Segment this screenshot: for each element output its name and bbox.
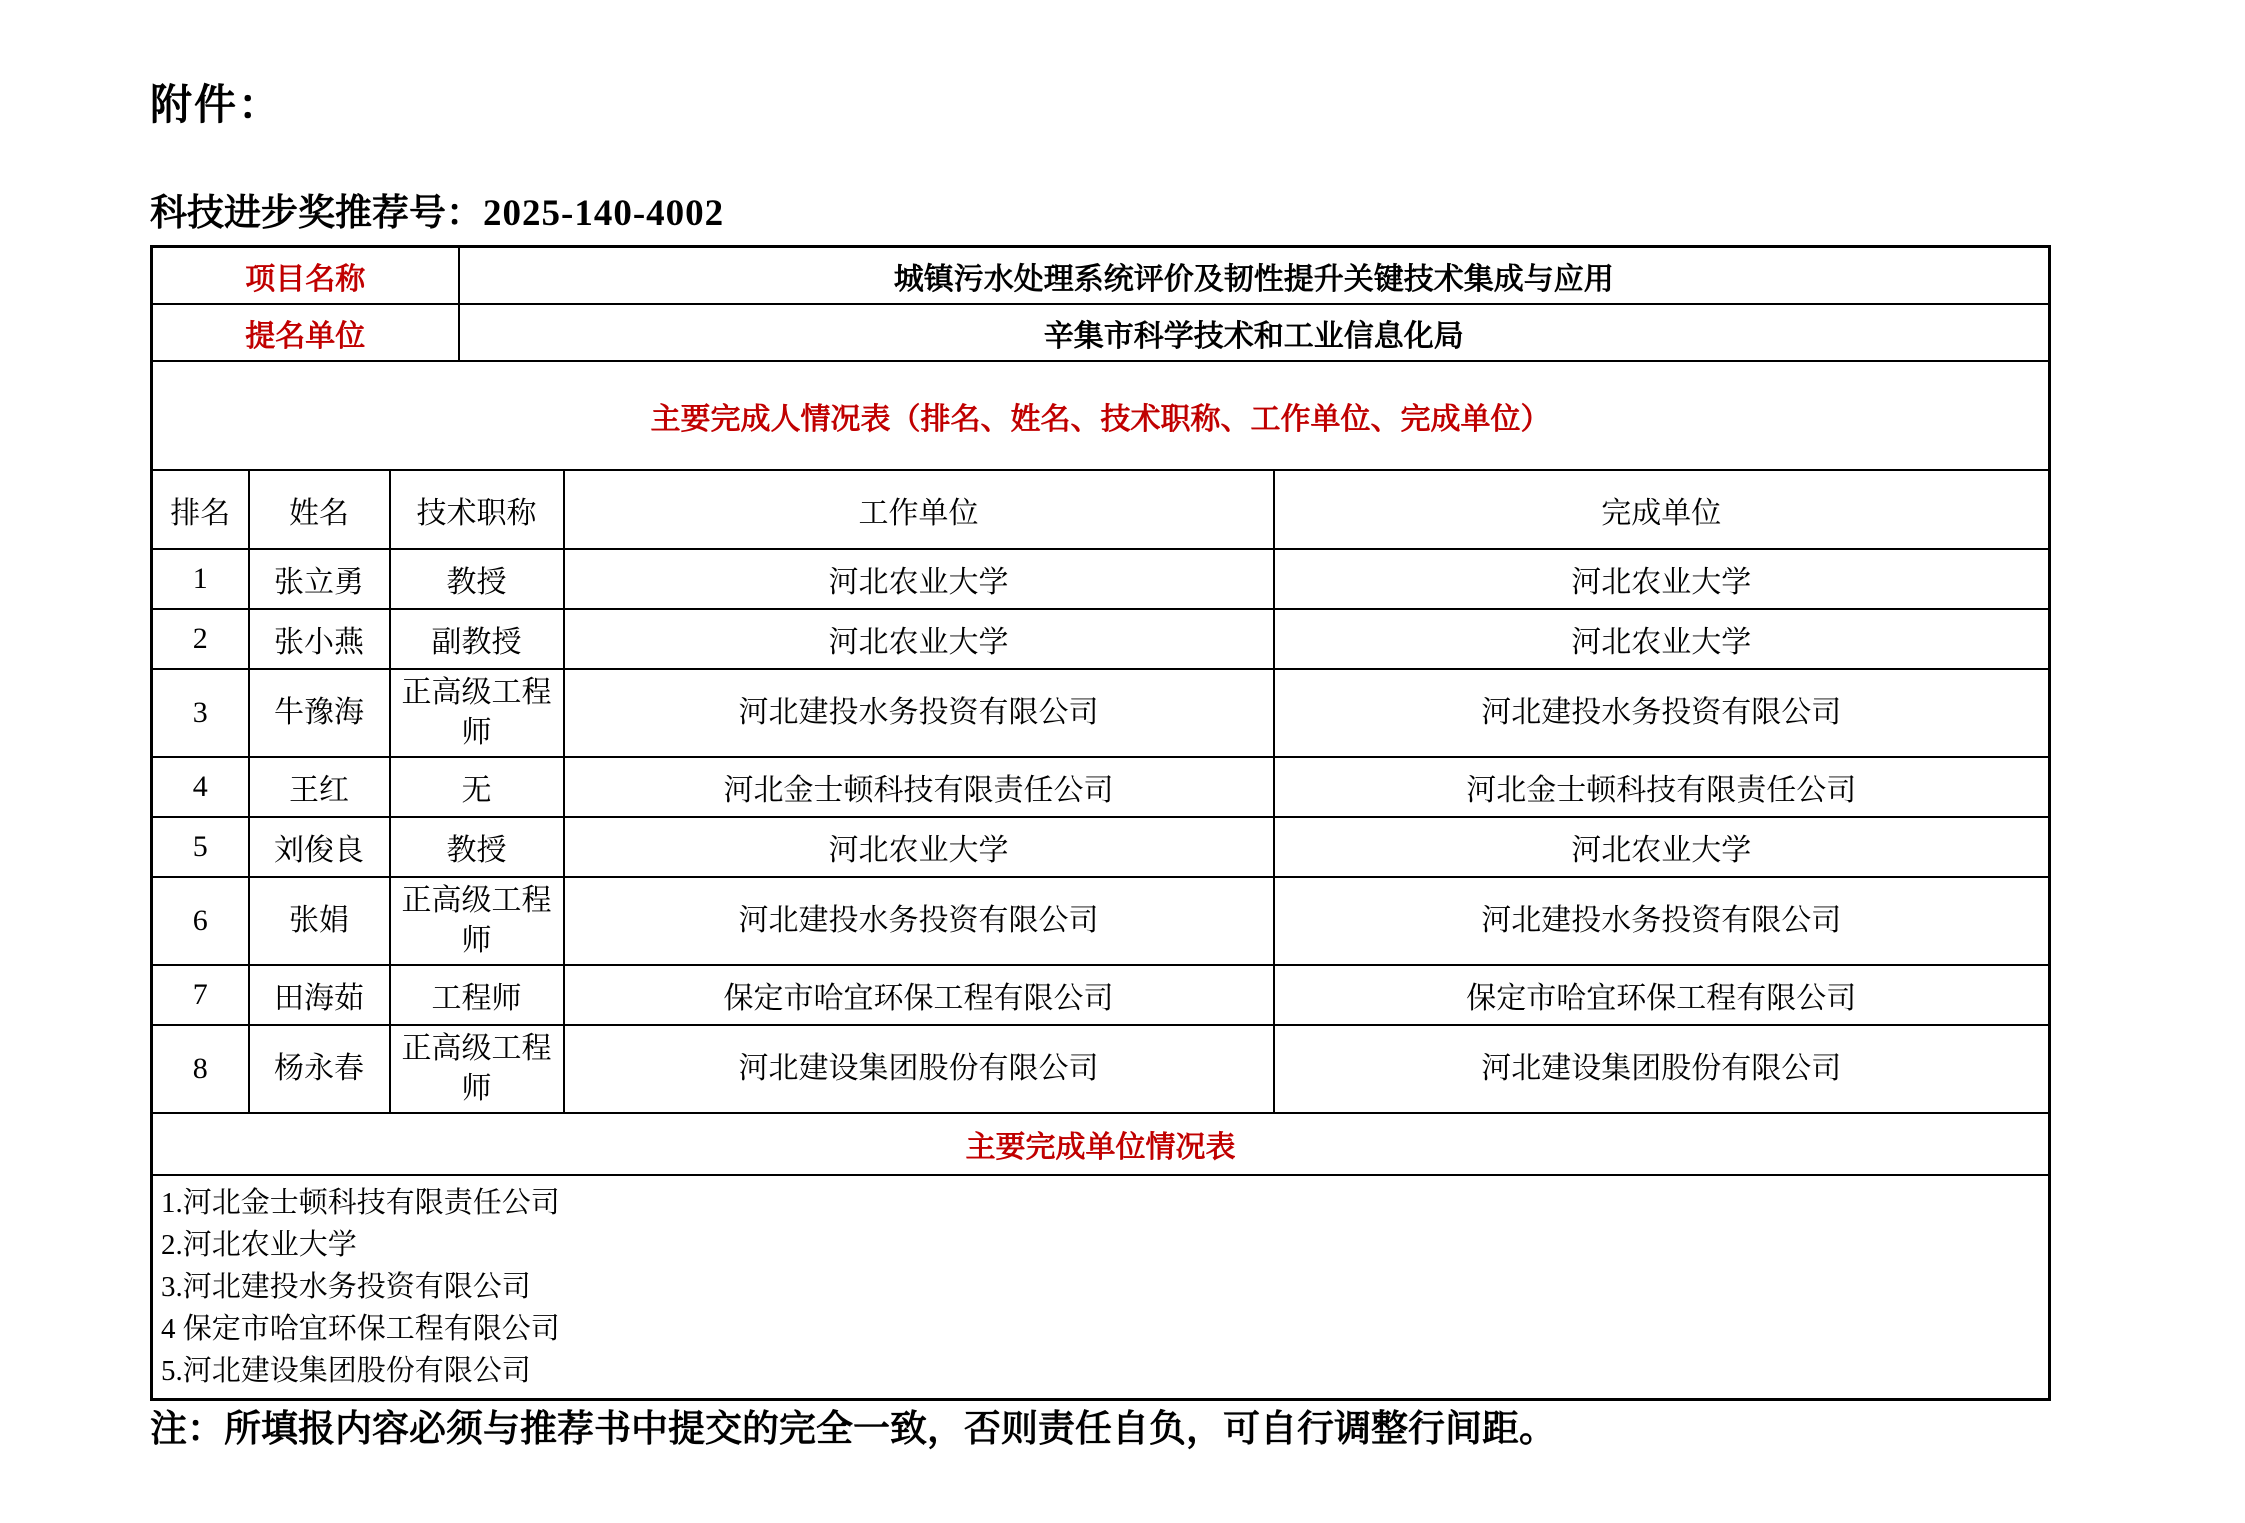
- work-unit-cell: 河北建设集团股份有限公司: [564, 1025, 1274, 1113]
- units-title-row: [152, 1113, 2050, 1175]
- name-cell: 张立勇: [249, 549, 390, 609]
- recommendation-number: 2025-140-4002: [483, 193, 725, 234]
- title-cell: 教授: [390, 817, 564, 877]
- recommendation-number-line: [150, 182, 724, 236]
- completion-unit-item: 1.河北金士顿科技有限责任公司: [161, 1187, 560, 1219]
- completion-unit-item: 3.河北建投水务投资有限公司: [161, 1271, 531, 1303]
- completion-unit-cell: 河北农业大学: [1274, 549, 2050, 609]
- attachment-label: 附件：: [150, 81, 283, 128]
- work-unit-cell: 河北建投水务投资有限公司: [564, 669, 1274, 757]
- rank-cell: 4: [152, 757, 249, 817]
- completer-row-2: [152, 609, 2050, 669]
- completion-unit-cell: 河北农业大学: [1274, 817, 2050, 877]
- title-cell: 正高级工程师: [390, 669, 564, 757]
- completer-row-5: [152, 817, 2050, 877]
- rank-cell: 3: [152, 669, 249, 757]
- rank-cell: 5: [152, 817, 249, 877]
- work-unit-cell: 河北农业大学: [564, 817, 1274, 877]
- completion-unit-cell: 保定市哈宜环保工程有限公司: [1274, 965, 2050, 1025]
- completer-row-7: [152, 965, 2050, 1025]
- name-cell: 张娟: [249, 877, 390, 965]
- title-cell: 副教授: [390, 609, 564, 669]
- col-header-completion-unit: 完成单位: [1274, 470, 2050, 549]
- units-table-title: 主要完成单位情况表: [152, 1113, 2050, 1175]
- name-cell: 刘俊良: [249, 817, 390, 877]
- title-cell: 正高级工程师: [390, 1025, 564, 1113]
- rank-cell: 2: [152, 609, 249, 669]
- nominating-unit-value: 辛集市科学技术和工业信息化局: [459, 304, 2050, 361]
- project-name-row: [152, 247, 2050, 305]
- work-unit-cell: 河北农业大学: [564, 609, 1274, 669]
- recommendation-label: 科技进步奖推荐号：: [150, 193, 483, 234]
- completion-unit-cell: 河北建设集团股份有限公司: [1274, 1025, 2050, 1113]
- col-header-work-unit: 工作单位: [564, 470, 1274, 549]
- completion-unit-cell: 河北建投水务投资有限公司: [1274, 877, 2050, 965]
- rank-cell: 8: [152, 1025, 249, 1113]
- name-cell: 王红: [249, 757, 390, 817]
- nominating-unit-row: [152, 304, 2050, 361]
- title-cell: 工程师: [390, 965, 564, 1025]
- rank-cell: 1: [152, 549, 249, 609]
- completion-unit-cell: 河北金士顿科技有限责任公司: [1274, 757, 2050, 817]
- completion-unit-item: 4 保定市哈宜环保工程有限公司: [161, 1313, 560, 1345]
- title-cell: 无: [390, 757, 564, 817]
- completers-title-row: [152, 361, 2050, 470]
- completion-unit-cell: 河北农业大学: [1274, 609, 2050, 669]
- project-name-value: 城镇污水处理系统评价及韧性提升关键技术集成与应用: [459, 247, 2050, 305]
- project-name-label: 项目名称: [152, 247, 459, 305]
- completers-table-title: 主要完成人情况表（排名、姓名、技术职称、工作单位、完成单位）: [152, 361, 2050, 470]
- units-list-row: [152, 1175, 2050, 1400]
- completer-row-6: [152, 877, 2050, 965]
- completion-unit-item: 2.河北农业大学: [161, 1229, 357, 1261]
- col-header-name: 姓名: [249, 470, 390, 549]
- award-recommendation-table: [150, 245, 2051, 1401]
- completion-unit-item: 5.河北建设集团股份有限公司: [161, 1355, 531, 1387]
- name-cell: 杨永春: [249, 1025, 390, 1113]
- footer-note: 注：所填报内容必须与推荐书中提交的完全一致，否则责任自负，可自行调整行间距。: [150, 1409, 1556, 1450]
- work-unit-cell: 河北农业大学: [564, 549, 1274, 609]
- title-cell: 正高级工程师: [390, 877, 564, 965]
- nominating-unit-label: 提名单位: [152, 304, 459, 361]
- work-unit-cell: 河北建投水务投资有限公司: [564, 877, 1274, 965]
- completion-unit-cell: 河北建投水务投资有限公司: [1274, 669, 2050, 757]
- name-cell: 牛豫海: [249, 669, 390, 757]
- rank-cell: 7: [152, 965, 249, 1025]
- units-list-cell: [152, 1175, 2050, 1400]
- completer-row-3: [152, 669, 2050, 757]
- rank-cell: 6: [152, 877, 249, 965]
- title-cell: 教授: [390, 549, 564, 609]
- work-unit-cell: 保定市哈宜环保工程有限公司: [564, 965, 1274, 1025]
- col-header-title: 技术职称: [390, 470, 564, 549]
- completer-row-4: [152, 757, 2050, 817]
- work-unit-cell: 河北金士顿科技有限责任公司: [564, 757, 1274, 817]
- col-header-rank: 排名: [152, 470, 249, 549]
- completer-row-8: [152, 1025, 2050, 1113]
- name-cell: 田海茹: [249, 965, 390, 1025]
- completer-row-1: [152, 549, 2050, 609]
- completers-header-row: [152, 470, 2050, 549]
- name-cell: 张小燕: [249, 609, 390, 669]
